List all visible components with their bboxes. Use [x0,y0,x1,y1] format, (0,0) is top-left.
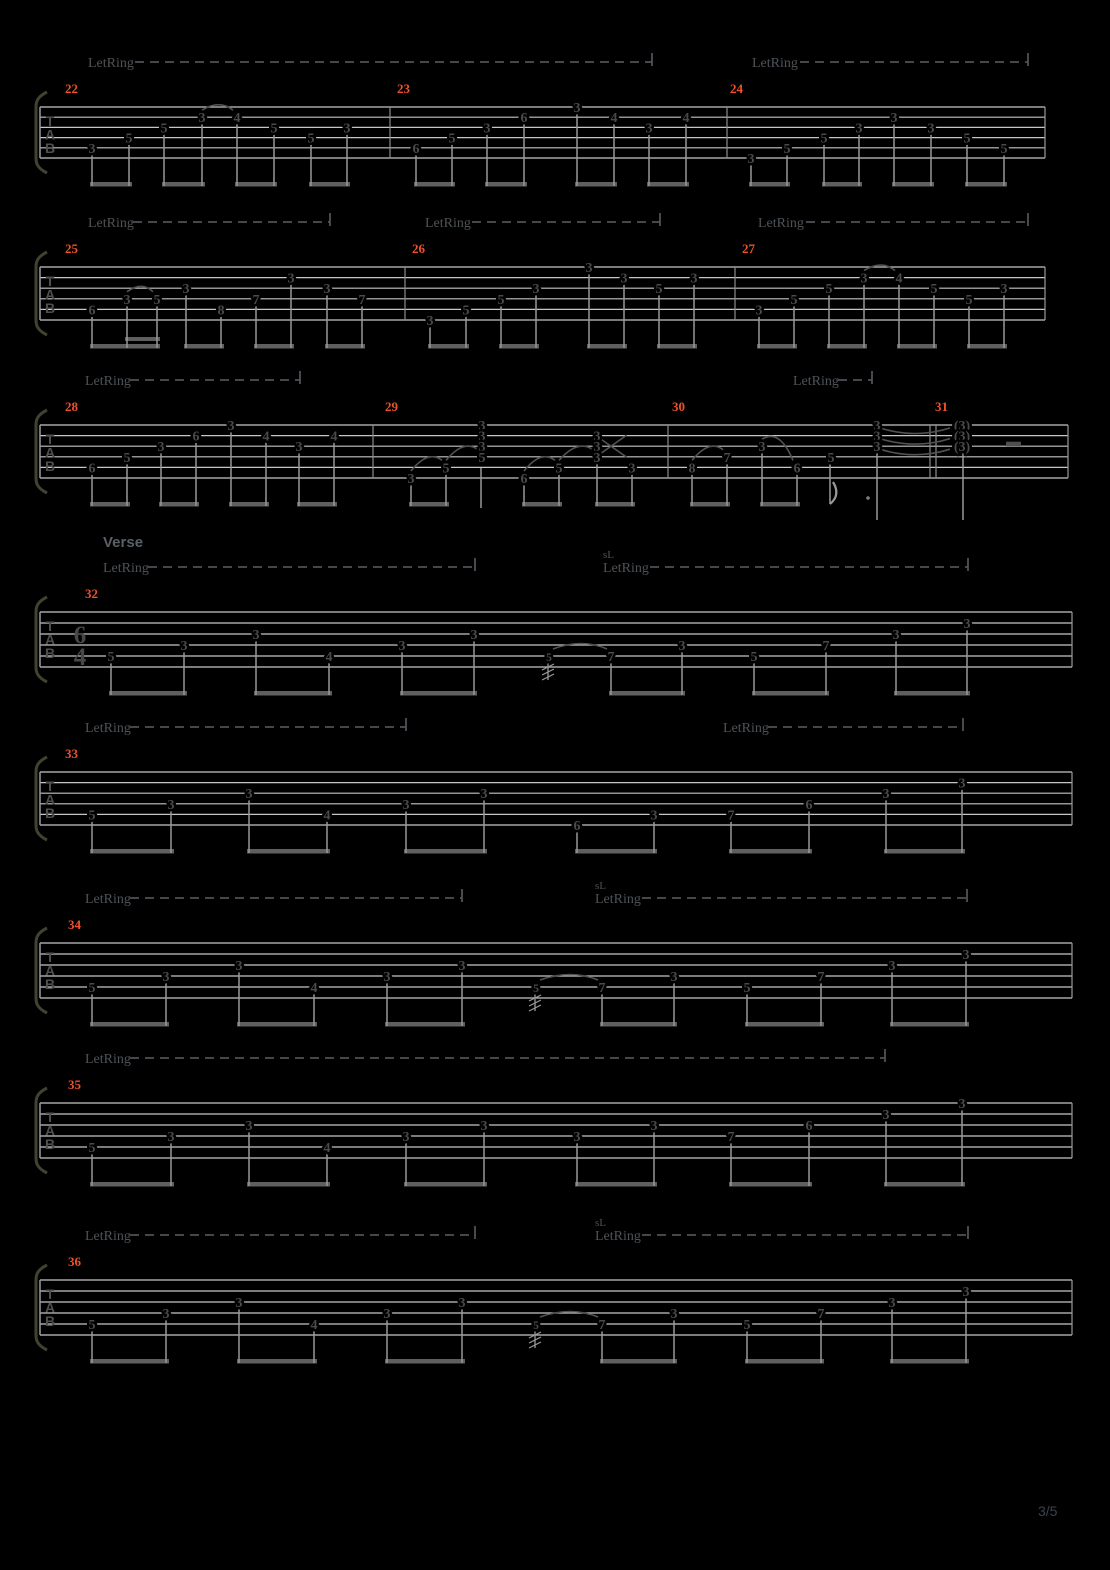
svg-text:3: 3 [162,970,170,985]
measure-number [65,241,79,256]
tab-system-4 [36,534,1072,696]
svg-text:(3): (3) [953,429,971,445]
svg-text:3: 3 [478,419,486,434]
svg-text:5: 5 [555,461,563,477]
half-rest [1006,442,1021,447]
svg-text:3: 3 [227,419,235,434]
svg-text:LetRing: LetRing [85,721,131,736]
let-ring-marking [752,53,1028,71]
svg-text:4: 4 [233,111,241,127]
svg-text:3: 3 [458,1296,466,1311]
svg-text:4: 4 [262,429,270,445]
svg-text:30: 30 [672,399,685,414]
svg-text:28: 28 [65,399,78,414]
tab-system-6 [36,880,1072,1027]
svg-text:5: 5 [88,1318,96,1333]
svg-text:5: 5 [743,1318,751,1333]
svg-text:3: 3 [295,440,303,456]
slurs-and-ties [553,644,607,650]
measure-number [412,241,426,256]
svg-text:3: 3 [650,808,658,824]
staff-lines [40,267,1045,320]
svg-text:3: 3 [888,959,896,974]
svg-text:5: 5 [160,121,168,137]
svg-text:3: 3 [470,628,478,643]
svg-text:4: 4 [310,981,318,996]
svg-text:3: 3 [958,1097,966,1112]
svg-text:4: 4 [682,111,690,127]
svg-text:3: 3 [480,1119,488,1134]
svg-text:5: 5 [963,131,971,147]
svg-text:3: 3 [620,271,628,287]
section-label-verse [103,534,143,551]
svg-text:3: 3 [882,1108,890,1123]
tab-system-3 [36,371,1068,520]
svg-text:A: A [44,286,56,303]
staff-lines [40,1280,1072,1335]
svg-text:3: 3 [650,1119,658,1134]
svg-text:3: 3 [593,440,601,456]
svg-text:6: 6 [793,461,801,477]
beams [90,337,1007,349]
svg-text:A: A [44,962,56,979]
let-ring-marking [88,213,330,231]
svg-text:B: B [44,805,56,821]
svg-text:3: 3 [245,1119,253,1134]
fret-numbers [89,261,1008,329]
svg-text:5: 5 [497,292,505,308]
svg-text:LetRing: LetRing [88,216,134,231]
svg-text:5: 5 [478,450,486,466]
svg-text:B: B [44,1136,56,1152]
svg-text:5: 5 [448,131,456,147]
svg-text:5: 5 [107,650,115,665]
svg-text:3: 3 [162,1307,170,1322]
svg-text:B: B [44,645,56,661]
measure-number [385,399,399,414]
note-stems [92,1297,966,1363]
svg-text:3: 3 [747,152,755,167]
svg-text:6: 6 [88,461,96,477]
page-number: 3/5 [1038,1503,1058,1519]
svg-text:7: 7 [727,808,735,824]
fret-numbers [89,948,970,996]
tab-system-7 [36,1049,1072,1187]
svg-text:32: 32 [85,586,98,601]
tab-system-8 [36,1217,1072,1364]
svg-text:T: T [45,949,55,965]
beams [90,182,1007,187]
svg-text:24: 24 [730,81,743,96]
barlines [40,943,1072,998]
svg-text:3: 3 [585,261,593,276]
svg-text:3: 3 [678,639,686,654]
svg-text:(3): (3) [953,419,971,434]
barlines [40,612,1072,667]
note-stems [111,629,967,695]
svg-text:3: 3 [483,121,491,137]
svg-text:3: 3 [180,639,188,654]
svg-text:5: 5 [783,141,791,157]
tab-clef [45,1109,55,1152]
svg-text:3: 3 [88,141,96,157]
svg-text:(3): (3) [953,440,971,456]
measure-number [730,81,744,96]
let-ring-marking [88,53,652,71]
let-ring-marking [603,549,968,576]
fret-numbers [89,1285,970,1333]
svg-text:3: 3 [407,472,415,487]
let-ring-marking [85,718,406,736]
svg-text:T: T [45,1109,55,1125]
staff-lines [40,943,1072,998]
svg-text:8: 8 [688,461,696,477]
svg-text:23: 23 [397,81,410,96]
svg-text:4: 4 [330,429,338,445]
svg-text:5: 5 [442,461,450,477]
measure-number [672,399,685,414]
svg-text:5: 5 [655,282,663,298]
svg-text:5: 5 [88,808,96,824]
svg-text:3: 3 [182,282,190,298]
svg-text:LetRing: LetRing [103,561,149,576]
staff-lines [40,1103,1072,1158]
svg-text:3: 3 [198,111,206,127]
svg-text:22: 22 [65,81,78,96]
svg-text:LetRing: LetRing [595,1229,641,1244]
svg-text:3: 3 [235,959,243,974]
svg-text:5: 5 [307,131,315,147]
svg-text:5: 5 [930,282,938,298]
svg-text:29: 29 [385,399,398,414]
svg-text:3: 3 [235,1296,243,1311]
let-ring-marking [595,1217,968,1244]
let-ring-marking [85,1226,475,1244]
svg-text:LetRing: LetRing [723,721,769,736]
tab-system-5 [36,718,1072,854]
svg-text:25: 25 [65,241,78,256]
tab-clef [45,113,55,156]
svg-text:3: 3 [343,121,351,137]
svg-text:5: 5 [88,981,96,996]
note-stems [92,113,1004,186]
measure-number [65,399,79,414]
svg-text:7: 7 [727,1130,735,1145]
svg-text:7: 7 [817,970,825,985]
svg-text:T: T [45,113,55,129]
svg-text:3: 3 [480,787,488,803]
svg-text:5: 5 [965,292,973,308]
svg-text:3: 3 [873,440,881,456]
svg-text:LetRing: LetRing [85,374,131,389]
svg-text:3: 3 [882,787,890,803]
let-ring-marking [85,371,300,389]
svg-text:5: 5 [827,450,835,466]
svg-text:3: 3 [670,970,678,985]
svg-text:3: 3 [855,121,863,137]
let-ring-marking [103,558,475,576]
let-ring-marking [595,880,967,907]
measure-number [65,81,78,96]
svg-text:3: 3 [252,628,260,643]
fret-numbers [108,617,971,665]
svg-text:5: 5 [825,282,833,298]
note-stems [92,960,966,1026]
measure-number [397,81,411,96]
tab-clef [45,949,55,992]
svg-text:5: 5 [153,292,161,308]
svg-text:27: 27 [742,241,755,256]
svg-text:36: 36 [68,1254,81,1269]
svg-text:LetRing: LetRing [85,1229,131,1244]
svg-text:5: 5 [820,131,828,147]
eighth-flag [830,482,836,504]
let-ring-marking [723,718,963,736]
tab-clef [45,1286,55,1329]
svg-text:3: 3 [963,617,971,632]
measure-number [68,1077,82,1092]
svg-text:Verse: Verse [103,534,144,551]
svg-text:3: 3 [962,948,970,963]
svg-text:4: 4 [310,1318,318,1333]
note-stems [92,789,962,853]
svg-text:7: 7 [817,1307,825,1322]
svg-text:3: 3 [287,271,295,287]
svg-text:LetRing: LetRing [425,216,471,231]
svg-text:3: 3 [478,440,486,456]
svg-text:5: 5 [270,121,278,137]
measure-number [742,241,756,256]
barlines [40,772,1072,825]
svg-text:A: A [44,444,56,461]
beams [90,1182,965,1187]
svg-text:5: 5 [533,1320,539,1332]
svg-text:3: 3 [532,282,540,298]
svg-text:LetRing: LetRing [758,216,804,231]
note-stems [92,431,963,520]
svg-text:3: 3 [245,787,253,803]
svg-text:5: 5 [533,983,539,995]
beams [90,1022,969,1027]
svg-text:LetRing: LetRing [595,892,641,907]
let-ring-marking [85,889,462,907]
svg-text:4: 4 [610,111,618,127]
svg-text:35: 35 [68,1077,81,1092]
svg-text:3: 3 [873,419,881,434]
svg-text:3: 3 [593,450,601,466]
svg-text:3: 3 [573,1130,581,1145]
fret-numbers [89,419,971,487]
beams [109,691,970,696]
svg-text:B: B [44,1313,56,1329]
svg-text:26: 26 [412,241,425,256]
measure-number [68,1254,82,1269]
svg-text:3: 3 [123,292,131,308]
svg-text:sL: sL [603,549,614,561]
svg-text:8: 8 [217,303,225,319]
svg-text:6: 6 [192,429,200,445]
time-signature [74,622,87,671]
svg-text:sL: sL [595,1217,606,1229]
svg-text:5: 5 [123,450,131,466]
let-ring-marking [758,213,1028,231]
svg-text:3: 3 [958,776,966,792]
svg-text:6: 6 [805,1119,813,1134]
svg-text:6: 6 [573,819,581,834]
svg-text:T: T [45,273,55,289]
svg-text:3: 3 [167,797,175,813]
svg-text:6: 6 [412,141,420,157]
svg-text:6: 6 [88,303,96,319]
svg-text:A: A [44,1299,56,1316]
svg-text:3: 3 [860,271,868,287]
svg-text:sL: sL [595,880,606,892]
svg-text:3: 3 [890,111,898,127]
svg-text:5: 5 [743,981,751,996]
svg-text:B: B [44,458,56,474]
svg-text:T: T [45,431,55,447]
svg-text:3: 3 [478,429,486,445]
slurs-and-ties [540,1312,598,1318]
fret-numbers [89,101,1008,167]
svg-text:5: 5 [88,1141,96,1156]
barlines [40,267,1045,320]
svg-text:3: 3 [927,121,935,137]
barlines [40,1103,1072,1158]
svg-text:3: 3 [402,1130,410,1145]
svg-text:3: 3 [167,1130,175,1145]
svg-text:LetRing: LetRing [88,56,134,71]
staccato-dot [866,496,870,500]
svg-text:7: 7 [598,981,606,996]
svg-text:LetRing: LetRing [752,56,798,71]
svg-text:3: 3 [426,314,434,329]
svg-text:5: 5 [1000,141,1008,157]
svg-text:3: 3 [873,429,881,445]
tab-clef [45,431,55,474]
svg-text:4: 4 [325,650,333,665]
svg-text:3: 3 [962,1285,970,1300]
svg-text:5: 5 [462,303,470,319]
let-ring-marking [425,213,660,231]
svg-text:3: 3 [755,303,763,319]
svg-text:5: 5 [790,292,798,308]
svg-text:3: 3 [758,440,766,456]
slurs-and-ties [540,975,598,981]
beams [90,849,965,854]
barlines [40,1280,1072,1335]
svg-text:3: 3 [645,121,653,137]
svg-text:LetRing: LetRing [85,1052,131,1067]
svg-text:6: 6 [520,111,528,127]
svg-text:LetRing: LetRing [603,561,649,576]
svg-text:LetRing: LetRing [85,892,131,907]
svg-text:5: 5 [750,650,758,665]
beams [90,1359,969,1364]
svg-text:3: 3 [402,797,410,813]
staff-lines [40,772,1072,825]
svg-text:34: 34 [68,917,81,932]
svg-text:B: B [44,140,56,156]
svg-text:3: 3 [383,970,391,985]
svg-text:5: 5 [125,131,133,147]
svg-text:7: 7 [598,1318,606,1333]
svg-text:7: 7 [607,650,615,665]
svg-text:A: A [44,1122,56,1139]
svg-text:3: 3 [1000,282,1008,298]
svg-text:4: 4 [895,271,903,287]
measure-number [935,399,948,414]
tab-system-1 [36,53,1045,187]
svg-text:5: 5 [546,652,552,664]
svg-text:B: B [44,300,56,316]
svg-text:4: 4 [73,644,87,671]
svg-text:33: 33 [65,746,78,761]
svg-text:T: T [45,618,55,634]
svg-text:7: 7 [252,292,260,308]
measure-number [65,746,79,761]
tab-system-2 [36,213,1045,349]
svg-text:T: T [45,1286,55,1302]
svg-text:6: 6 [805,797,813,813]
let-ring-marking [85,1049,885,1067]
svg-text:3: 3 [628,461,636,477]
measure-number [85,586,98,601]
svg-text:31: 31 [935,399,948,414]
slurs-and-ties [411,428,950,471]
tab-clef [45,273,55,316]
svg-text:3: 3 [892,628,900,643]
tab-clef [45,618,55,661]
svg-text:6: 6 [73,622,87,649]
let-ring-marking [793,371,872,389]
svg-text:3: 3 [458,959,466,974]
staff-lines [40,612,1072,667]
svg-text:B: B [44,976,56,992]
svg-text:A: A [44,631,56,648]
svg-text:7: 7 [358,292,366,308]
svg-text:LetRing: LetRing [793,374,839,389]
svg-text:6: 6 [520,472,528,487]
svg-text:3: 3 [398,639,406,654]
svg-text:7: 7 [723,450,731,466]
svg-text:4: 4 [323,1141,331,1156]
tab-clef [45,778,55,821]
svg-text:3: 3 [157,440,165,456]
svg-text:3: 3 [593,429,601,445]
svg-text:3: 3 [573,101,581,116]
svg-text:3: 3 [383,1307,391,1322]
svg-text:3: 3 [323,282,331,298]
svg-text:A: A [44,791,56,808]
svg-text:T: T [45,778,55,794]
svg-text:4: 4 [323,808,331,824]
measure-number [68,917,82,932]
svg-text:3: 3 [670,1307,678,1322]
svg-text:A: A [44,126,56,143]
svg-text:7: 7 [822,639,830,654]
svg-text:3: 3 [690,271,698,287]
svg-text:3: 3 [888,1296,896,1311]
